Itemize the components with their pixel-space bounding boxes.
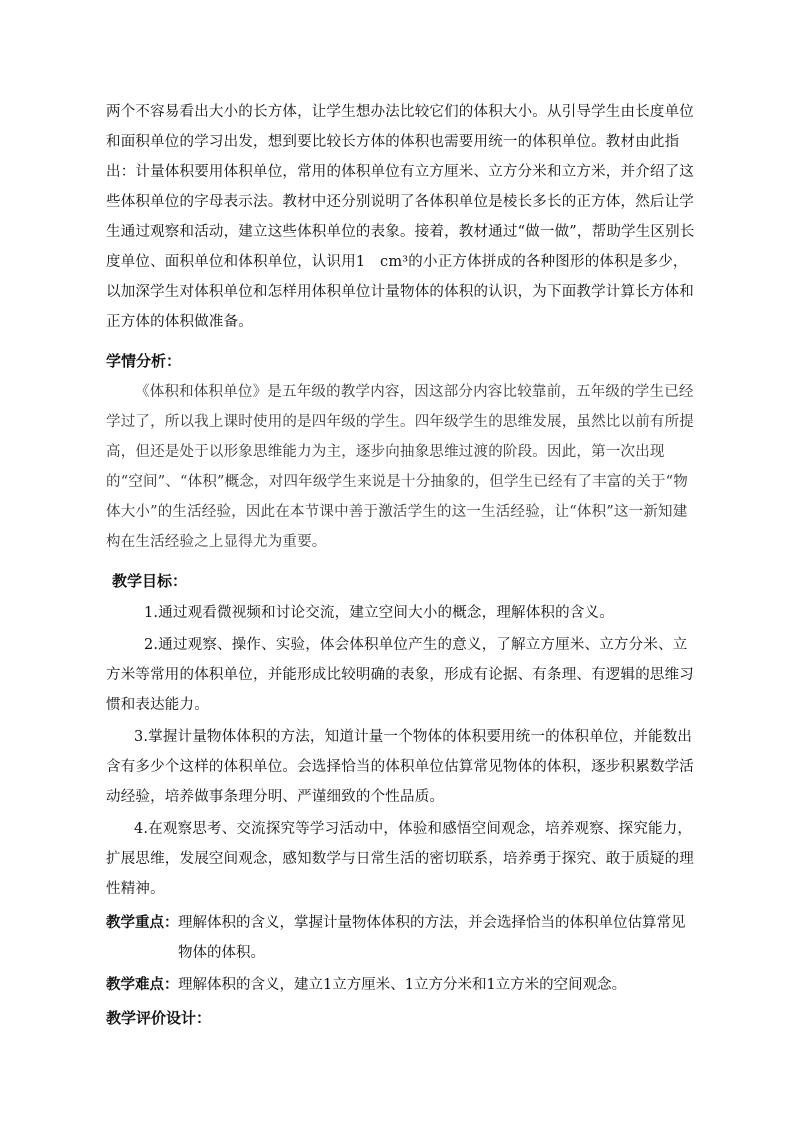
- key-points-label: 教学重点：: [106, 915, 179, 931]
- teaching-goals-heading: 教学目标：: [112, 572, 188, 590]
- difficult-points-row: [106, 970, 696, 1000]
- key-points-text: 理解体积的含义，掌握计量物体体积的方法，并会选择恰当的体积单位估算常见物体的体积。: [178, 915, 686, 961]
- teaching-goal-1: 1.通过观看微视频和讨论交流，建立空间大小的概念，理解体积的含义。: [144, 605, 614, 621]
- difficult-points-text: 理解体积的含义，建立1立方厘米、1立方分米和1立方米的空间观念。: [178, 977, 627, 993]
- teaching-goal-2: 2.通过观察、操作、实验，体会体积单位产生的意义，了解立方厘米、立方分米、立方米等常用的体积单位，并能形成比较明确的表象，形成有论据、有条理、有逻辑的思维习惯和表达能力。: [106, 637, 694, 713]
- student-analysis-paragraph: 《体积和体积单位》是五年级的教学内容，因这部分内容比较靠前，五年级的学生已经学过了，所以我上课时使用的是四年级的学生。四年级学生的思维发展，虽然比以前有所提高，但还是处于以形象思维能力为主，逐步向抽象思维过渡的阶段。因此，第一次出现的“空间”、“体积”概念，对四年级学生来说是十分抽象的，但学生已经有了丰富的关于“物体大小”的生活经验，因此在本节课中善于激活学生的这一生活经验，让“体积”这一新知建构在生活经验之上显得尤为重要。: [106, 384, 694, 550]
- key-points-row: [106, 908, 696, 968]
- teaching-goal-4: 4.在观察思考、交流探究等学习活动中，体验和感悟空间观念，培养观察、探究能力，扩展思维，发展空间观念，感知数学与日常生活的密切联系，培养勇于探究、敢于质疑的理性精神。: [106, 821, 694, 897]
- teaching-goal-3: 3.掌握计量物体体积的方法，知道计量一个物体的体积要用统一的体积单位，并能数出含有多少个这样的体积单位。会选择恰当的体积单位估算常见物体的体积，逐步积累数学活动经验，培养做事条理分明、严谨细致的个性品质。: [106, 729, 694, 805]
- evaluation-design-heading: 教学评价设计：: [106, 1009, 212, 1027]
- student-analysis-heading: 学情分析：: [106, 352, 182, 370]
- difficult-points-label: 教学难点：: [106, 977, 179, 993]
- intro-paragraph: 两个不容易看出大小的长方体，让学生想办法比较它们的体积大小。从引导学生由长度单位和面积单位的学习出发，想到要比较长方体的体积也需要用统一的体积单位。教材由此指出：计量体积要用体积单位，常用的体积单位有立方厘米、立方分米和立方米，并介绍了这些体积单位的字母表示法。教材中还分别说明了各体积单位是棱长多长的正方体，然后让学生通过观察和活动，建立这些体积单位的表象。接着，教材通过“做一做”，帮助学生区别长度单位、面积单位和体积单位，认识用1 cm³的小正方体拼成的各种图形的体积是多少，以加深学生对体积单位和怎样用体积单位计量物体的体积的认识，为下面教学计算长方体和正方体的体积做准备。: [106, 104, 695, 330]
